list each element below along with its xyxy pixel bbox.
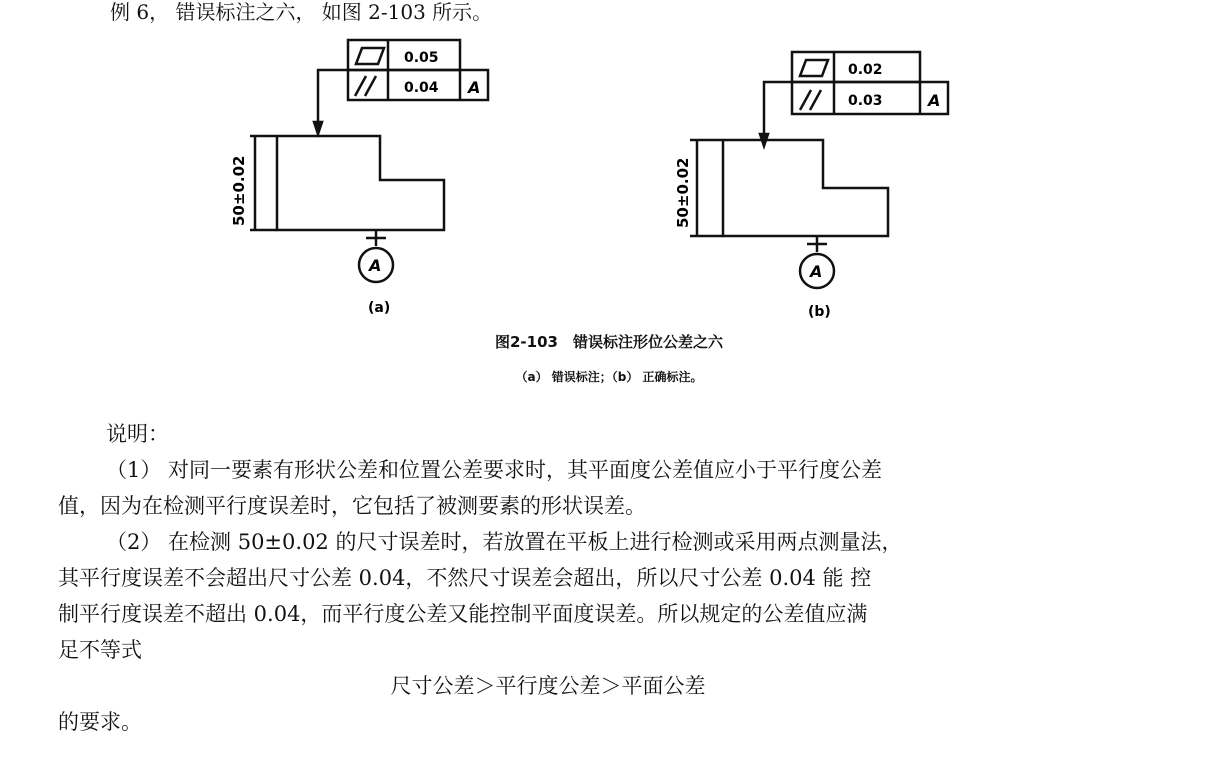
flatness-symbol-a — [356, 48, 384, 64]
example-heading: 例 6， 错误标注之六， 如图 2-103 所示。 — [110, 0, 493, 24]
note-title: 说明： — [106, 422, 169, 446]
flatness-value-b: 0.02 — [848, 62, 883, 78]
figure-subcaption: （a） 错误标注；（b） 正确标注。 — [515, 370, 703, 384]
datum-ref-a: A — [468, 78, 481, 97]
paragraph-1-line-2: 值，因为在检测平行度误差时，它包括了被测要素的形状误差。 — [58, 494, 646, 518]
dimension-b: 50±0.02 — [674, 157, 692, 228]
paragraph-2-line-1: （2） 在检测 50±0.02 的尺寸误差时，若放置在平板上进行检测或采用两点测量法， — [106, 530, 903, 554]
paragraph-1-line-1: （1） 对同一要素有形状公差和位置公差要求时，其平面度公差值应小于平行度公差 — [106, 458, 883, 482]
datum-label-a: A — [369, 256, 382, 275]
paragraph-2-line-4: 足不等式 — [58, 638, 142, 662]
parallelism-value-b: 0.03 — [848, 93, 883, 109]
flatness-symbol-b — [800, 60, 828, 76]
figure-2-103 — [0, 0, 1218, 330]
body-text — [58, 416, 1098, 740]
parallelism-value-a: 0.04 — [404, 80, 439, 96]
figure-a — [250, 40, 488, 282]
datum-ref-b: A — [928, 91, 941, 110]
dimension-a: 50±0.02 — [230, 155, 248, 226]
figure-b — [690, 52, 948, 288]
ending-text: 的要求。 — [58, 710, 142, 734]
paragraph-2-line-3: 制平行度误差不超出 0.04，而平行度公差又能控制平面度误差。所以规定的公差值应满 — [58, 602, 868, 626]
flatness-value-a: 0.05 — [404, 50, 439, 66]
figure-b-label: (b) — [808, 304, 831, 320]
inequality: 尺寸公差＞平行度公差＞平面公差 — [390, 674, 706, 698]
datum-label-b: A — [810, 262, 823, 281]
figure-a-label: (a) — [368, 300, 391, 316]
figure-caption: 图2-103 错误标注形位公差之六 — [495, 333, 723, 351]
paragraph-2-line-2: 其平行度误差不会超出尺寸公差 0.04，不然尺寸误差会超出，所以尺寸公差 0.04 能 控 — [58, 566, 872, 590]
